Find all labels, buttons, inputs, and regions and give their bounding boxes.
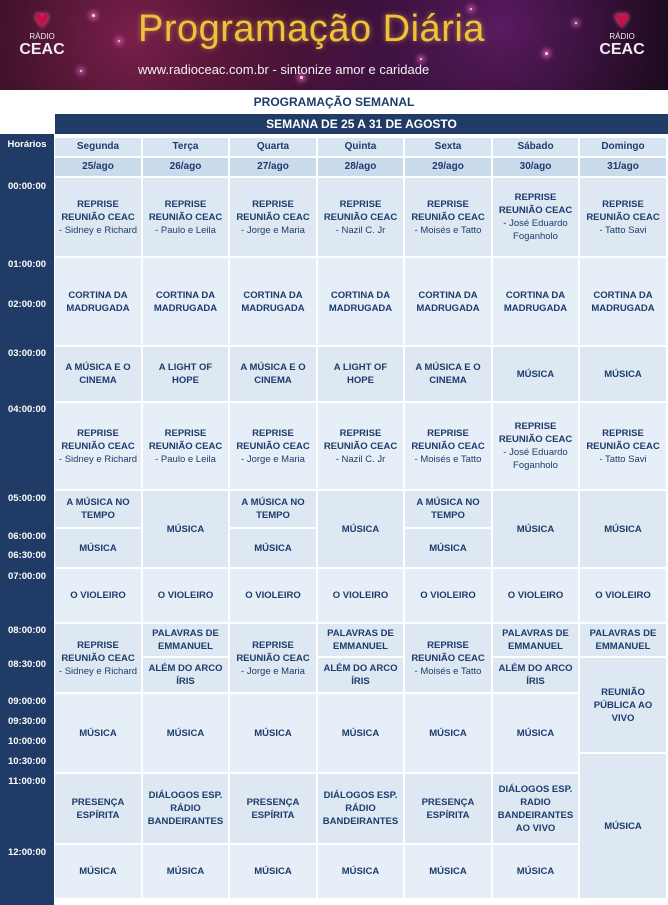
program-title: REPRISE REUNIÃO CEAC: [498, 421, 573, 445]
banner-url: www.radioceac.com.br - sintonize amor e caridade: [138, 62, 430, 77]
time-label: 00:00:00: [7, 181, 47, 192]
time-label: 09:30:00: [7, 716, 47, 727]
program-cell: [143, 178, 230, 258]
time-label: 03:00:00: [7, 348, 47, 359]
radio-ceac-logo: [14, 6, 70, 86]
heart-icon: ♥: [614, 4, 630, 34]
program-cell: A MÚSICA E O CINEMA: [230, 347, 318, 403]
program-host: - Jorge e Maria: [241, 665, 305, 677]
program-cell: CORTINA DA MADRUGADA: [143, 258, 230, 347]
day-date: 31/ago: [580, 158, 668, 178]
program-cell: MÚSICA: [580, 347, 668, 403]
program-cell: MÚSICA: [230, 694, 318, 774]
time-label: 08:30:00: [7, 659, 47, 670]
program-cell: [405, 624, 493, 694]
program-title: REPRISE REUNIÃO CEAC: [411, 639, 485, 664]
program-cell: [493, 178, 580, 258]
program-host: - Moisés e Tatto: [414, 665, 482, 677]
program-cell: MÚSICA: [318, 845, 405, 900]
program-host: - José Eduardo Foganholo: [503, 218, 568, 242]
program-title: REPRISE REUNIÃO CEAC: [236, 198, 310, 223]
program-title: REPRISE REUNIÃO CEAC: [498, 192, 573, 216]
program-host: - Jorge e Maria: [241, 453, 305, 465]
time-label: 02:00:00: [7, 299, 47, 310]
program-cell: MÚSICA: [318, 491, 405, 569]
program-cell: [405, 403, 493, 491]
time-column: [0, 134, 54, 905]
program-cell: [143, 403, 230, 491]
program-title: REPRISE REUNIÃO CEAC: [61, 427, 135, 452]
program-host: - Tatto Savi: [599, 453, 647, 465]
day-date: 30/ago: [493, 158, 580, 178]
program-host: - Moisés e Tatto: [414, 453, 482, 465]
program-cell: PALAVRAS DE EMMANUEL: [580, 624, 668, 658]
program-cell: MÚSICA: [55, 694, 143, 774]
program-cell: O VIOLEIRO: [143, 569, 230, 624]
program-cell: CORTINA DA MADRUGADA: [318, 258, 405, 347]
day-header-segunda: Segunda: [55, 138, 143, 158]
program-cell: [55, 178, 143, 258]
time-label: 06:00:00: [7, 531, 47, 542]
program-cell: [405, 178, 493, 258]
program-host: - Nazil C. Jr: [335, 453, 386, 465]
program-host: - Tatto Savi: [599, 224, 647, 236]
program-cell: MÚSICA: [493, 694, 580, 774]
time-label: 01:00:00: [7, 259, 47, 270]
program-cell: O VIOLEIRO: [230, 569, 318, 624]
program-cell: MÚSICA: [318, 694, 405, 774]
program-cell: MÚSICA: [405, 845, 493, 900]
day-date: 25/ago: [55, 158, 143, 178]
time-label: 10:30:00: [7, 756, 47, 767]
day-header-quarta: Quarta: [230, 138, 318, 158]
program-cell: DIÁLOGOS ESP. RADIO BANDEIRANTES AO VIVO: [493, 774, 580, 845]
program-cell: MÚSICA: [55, 845, 143, 900]
program-title: REPRISE REUNIÃO CEAC: [61, 198, 135, 223]
program-cell: A MÚSICA NO TEMPO: [55, 491, 143, 529]
program-cell: MÚSICA: [405, 694, 493, 774]
program-cell: [55, 624, 143, 694]
program-cell: MÚSICA: [230, 529, 318, 569]
program-cell: MÚSICA: [580, 754, 668, 900]
logo-name-text: CEAC: [19, 41, 65, 58]
program-host: - José Eduardo Foganholo: [503, 447, 568, 471]
program-cell: PRESENÇA ESPÍRITA: [405, 774, 493, 845]
program-cell: PRESENÇA ESPÍRITA: [230, 774, 318, 845]
program-cell: [230, 403, 318, 491]
day-date: 26/ago: [143, 158, 230, 178]
program-cell: CORTINA DA MADRUGADA: [580, 258, 668, 347]
times-header: Horários: [7, 139, 47, 150]
program-cell: O VIOLEIRO: [55, 569, 143, 624]
banner-title: Programação Diária: [138, 8, 485, 50]
day-header-sexta: Sexta: [405, 138, 493, 158]
program-cell: DIÁLOGOS ESP. RÁDIO BANDEIRANTES: [143, 774, 230, 845]
program-cell: ALÉM DO ARCO ÍRIS: [493, 658, 580, 694]
program-cell: A MÚSICA E O CINEMA: [55, 347, 143, 403]
program-cell: [580, 178, 668, 258]
program-cell: [230, 624, 318, 694]
program-cell: [580, 403, 668, 491]
program-host: - Moisés e Tatto: [414, 224, 482, 236]
day-date: 27/ago: [230, 158, 318, 178]
program-host: - Sidney e Richard: [58, 224, 138, 236]
program-cell: MÚSICA: [405, 529, 493, 569]
program-cell: REUNIÃO PÚBLICA AO VIVO: [580, 658, 668, 754]
program-cell: O VIOLEIRO: [405, 569, 493, 624]
week-title: SEMANA DE 25 A 31 DE AGOSTO: [55, 114, 668, 134]
heart-icon: ♥: [34, 4, 50, 34]
program-cell: A MÚSICA NO TEMPO: [405, 491, 493, 529]
program-cell: MÚSICA: [230, 845, 318, 900]
program-title: REPRISE REUNIÃO CEAC: [236, 427, 310, 452]
program-title: REPRISE REUNIÃO CEAC: [323, 427, 398, 452]
program-title: REPRISE REUNIÃO CEAC: [148, 198, 223, 223]
program-cell: MÚSICA: [143, 694, 230, 774]
program-cell: MÚSICA: [55, 529, 143, 569]
program-cell: A LIGHT OF HOPE: [143, 347, 230, 403]
time-label: 11:00:00: [8, 776, 46, 787]
day-date: 29/ago: [405, 158, 493, 178]
radio-ceac-logo: [594, 6, 650, 86]
program-title: REPRISE REUNIÃO CEAC: [236, 639, 310, 664]
program-cell: MÚSICA: [493, 491, 580, 569]
program-cell: ALÉM DO ARCO ÍRIS: [143, 658, 230, 694]
program-cell: MÚSICA: [143, 845, 230, 900]
program-cell: DIÁLOGOS ESP. RÁDIO BANDEIRANTES: [318, 774, 405, 845]
program-cell: [318, 403, 405, 491]
program-cell: [318, 178, 405, 258]
day-date: 28/ago: [318, 158, 405, 178]
program-host: - Sidney e Richard: [58, 453, 138, 465]
time-label: 12:00:00: [7, 847, 47, 858]
program-cell: A MÚSICA E O CINEMA: [405, 347, 493, 403]
day-header-quinta: Quinta: [318, 138, 405, 158]
time-label: 10:00:00: [7, 736, 47, 747]
page-subtitle: PROGRAMAÇÃO SEMANAL: [0, 92, 668, 113]
program-cell: PALAVRAS DE EMMANUEL: [493, 624, 580, 658]
program-cell: A LIGHT OF HOPE: [318, 347, 405, 403]
program-title: REPRISE REUNIÃO CEAC: [323, 198, 398, 223]
program-cell: ALÉM DO ARCO ÍRIS: [318, 658, 405, 694]
time-label: 05:00:00: [7, 493, 47, 504]
program-cell: CORTINA DA MADRUGADA: [55, 258, 143, 347]
program-title: REPRISE REUNIÃO CEAC: [586, 198, 660, 223]
logo-radio-text: RÁDIO: [29, 32, 55, 41]
program-cell: PRESENÇA ESPÍRITA: [55, 774, 143, 845]
time-label: 06:30:00: [7, 550, 47, 561]
program-cell: MÚSICA: [493, 845, 580, 900]
program-cell: CORTINA DA MADRUGADA: [493, 258, 580, 347]
program-cell: [55, 403, 143, 491]
program-cell: CORTINA DA MADRUGADA: [230, 258, 318, 347]
program-host: - Sidney e Richard: [58, 665, 138, 677]
program-host: - Paulo e Leila: [155, 224, 216, 236]
program-cell: A MÚSICA NO TEMPO: [230, 491, 318, 529]
day-header-sabado: Sábado: [493, 138, 580, 158]
time-label: 04:00:00: [7, 404, 47, 415]
program-host: - Paulo e Leila: [155, 453, 216, 465]
logo-name-text: CEAC: [599, 41, 645, 58]
program-cell: O VIOLEIRO: [580, 569, 668, 624]
logo-radio-text: RÁDIO: [609, 32, 635, 41]
program-cell: PALAVRAS DE EMMANUEL: [143, 624, 230, 658]
day-header-domingo: Domingo: [580, 138, 668, 158]
program-cell: O VIOLEIRO: [318, 569, 405, 624]
header-banner: [0, 0, 668, 90]
time-label: 07:00:00: [7, 571, 47, 582]
program-cell: [230, 178, 318, 258]
program-cell: CORTINA DA MADRUGADA: [405, 258, 493, 347]
program-cell: PALAVRAS DE EMMANUEL: [318, 624, 405, 658]
program-title: REPRISE REUNIÃO CEAC: [586, 427, 660, 452]
program-title: REPRISE REUNIÃO CEAC: [411, 427, 485, 452]
time-label: 08:00:00: [7, 625, 47, 636]
program-cell: O VIOLEIRO: [493, 569, 580, 624]
program-cell: MÚSICA: [143, 491, 230, 569]
program-cell: MÚSICA: [493, 347, 580, 403]
day-header-terca: Terça: [143, 138, 230, 158]
program-title: REPRISE REUNIÃO CEAC: [148, 427, 223, 452]
program-cell: [493, 403, 580, 491]
program-host: - Nazil C. Jr: [335, 224, 386, 236]
time-label: 09:00:00: [7, 696, 47, 707]
program-title: REPRISE REUNIÃO CEAC: [411, 198, 485, 223]
program-host: - Jorge e Maria: [241, 224, 305, 236]
program-cell: MÚSICA: [580, 491, 668, 569]
program-title: REPRISE REUNIÃO CEAC: [61, 639, 135, 664]
